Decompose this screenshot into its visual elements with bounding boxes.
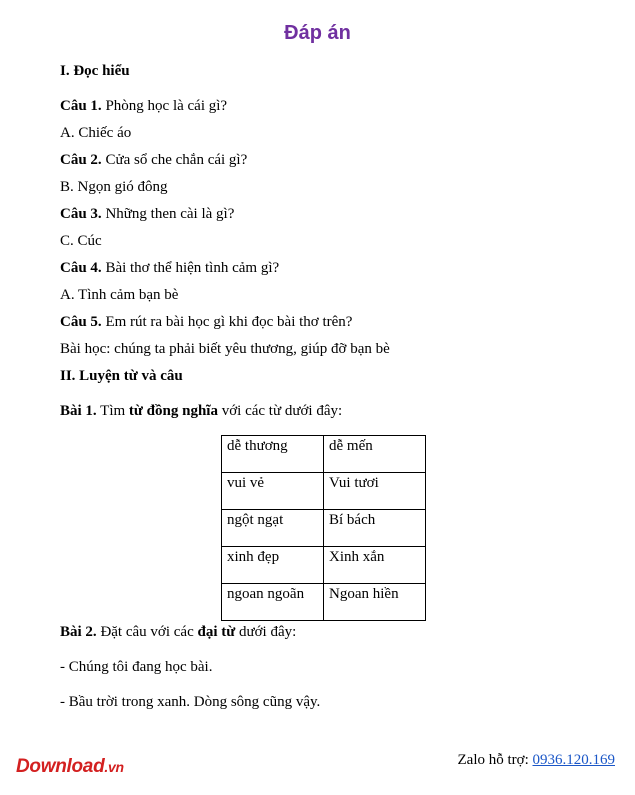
exercise-2-answer-1: - Chúng tôi đang học bài. [60, 659, 213, 675]
table-row [222, 436, 426, 473]
download-logo[interactable]: Download.vn [16, 756, 124, 777]
question-5: Câu 5. Em rút ra bài học gì khi đọc bài thơ trên? [60, 314, 353, 330]
answer-3: C. Cúc [60, 233, 102, 249]
exercise-2-answer-2: - Bầu trời trong xanh. Dòng sông cũng vậy. [60, 694, 321, 710]
question-1: Câu 1. Phòng học là cái gì? [60, 98, 228, 114]
table-cell: dễ mến [324, 436, 426, 473]
table-cell: ngột ngạt [222, 510, 324, 547]
question-4: Câu 4. Bài thơ thể hiện tình cảm gì? [60, 260, 280, 276]
question-3: Câu 3. Những then cài là gì? [60, 206, 235, 222]
support-contact [458, 752, 616, 769]
table-cell: dễ thương [222, 436, 324, 473]
table-row [222, 510, 426, 547]
support-phone-link[interactable]: 0936.120.169 [532, 752, 615, 768]
table-cell: Xinh xắn [324, 547, 426, 584]
table-cell: Bí bách [324, 510, 426, 547]
page-title: Đáp án [284, 22, 351, 44]
answer-1: A. Chiếc áo [60, 125, 132, 141]
table-row [222, 584, 426, 621]
support-label: Zalo hỗ trợ: [457, 752, 533, 768]
table-cell: Vui tươi [324, 473, 426, 510]
table-row [222, 473, 426, 510]
synonym-table [221, 435, 426, 621]
exercise-1-prompt: Bài 1. Tìm từ đồng nghĩa với các từ dưới đây: [60, 403, 343, 419]
exercise-2-prompt: Bài 2. Đặt câu với các đại từ dưới đây: [60, 624, 297, 640]
answer-2: B. Ngọn gió đông [60, 179, 168, 195]
table-cell: Ngoan hiền [324, 584, 426, 621]
section-heading-reading: I. Đọc hiểu [60, 63, 130, 79]
section-heading-vocabulary: II. Luyện từ và câu [60, 368, 183, 384]
table-cell: xinh đẹp [222, 547, 324, 584]
table-cell: ngoan ngoãn [222, 584, 324, 621]
table-cell: vui vẻ [222, 473, 324, 510]
answer-4: A. Tình cảm bạn bè [60, 287, 179, 303]
table-row [222, 547, 426, 584]
question-2: Câu 2. Cửa sổ che chắn cái gì? [60, 152, 248, 168]
answer-5: Bài học: chúng ta phải biết yêu thương, giúp đỡ bạn bè [60, 341, 390, 357]
